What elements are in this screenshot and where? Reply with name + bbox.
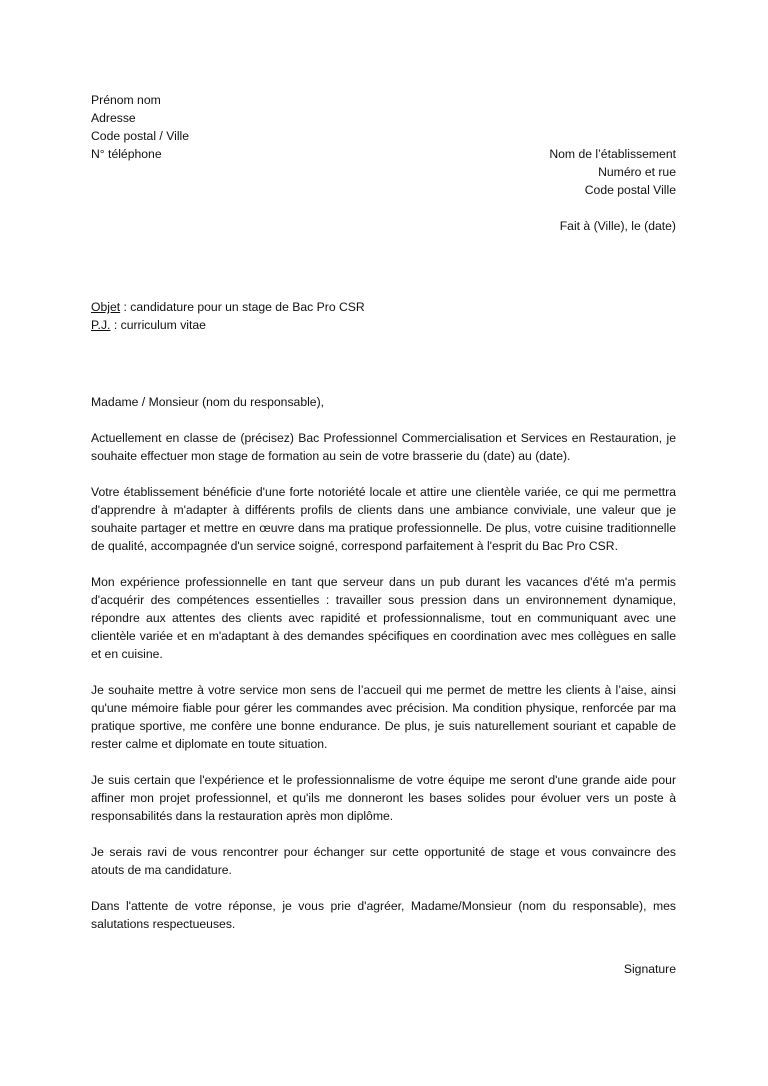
body-paragraph: Actuellement en classe de (précisez) Bac Professionnel Commercialisation et Services en Restauration, je souhaite effectuer mon stage de formation au sein de votre brasserie du (date) au (date).: [91, 431, 676, 463]
subject-block: [91, 298, 365, 334]
sender-name: Prénom nom: [91, 93, 161, 107]
body-paragraph: Mon expérience professionnelle en tant que serveur dans un pub durant les vacances d'été m'a permis d'acquérir des compétences essentielles : travailler sous pression dans un environnement dynamique, répondre aux attentes des clients avec rapidité et professionnalisme, tout en communiquant avec une clientèle variée et en m'adaptant à des demandes spécifiques en coordination avec mes collègues en salle et en cuisine.: [91, 575, 676, 661]
letter-body: [91, 393, 676, 951]
closing-paragraph: Dans l'attente de votre réponse, je vous prie d'agréer, Madame/Monsieur (nom du responsable), mes salutations respectueuses.: [91, 899, 676, 931]
subject-label: Objet: [91, 300, 121, 314]
sender-address: Adresse: [91, 111, 136, 125]
sender-phone: N° téléphone: [91, 147, 162, 161]
body-paragraph: Je suis certain que l'expérience et le professionnalisme de votre équipe me seront d'une grande aide pour affiner mon projet professionnel, et qu'ils me donneront les bases solides pour évoluer vers un poste à responsabilités dans la restauration après mon diplôme.: [91, 773, 676, 823]
body-paragraph: Votre établissement bénéficie d'une forte notoriété locale et attire une clientèle variée, ce qui me permettra d'apprendre à m'adapter à différents profils de clients dans une ambiance conviviale, une valeur que je souhaite partager et mettre en œuvre dans ma pratique professionnelle. De plus, votre cuisine traditionnelle de qualité, accompagnée d'un service soigné, correspond parfaitement à l'esprit du Bac Pro CSR.: [91, 485, 676, 553]
signature: Signature: [623, 962, 676, 976]
subject-line: [91, 298, 365, 316]
recipient-block: [549, 145, 676, 199]
body-paragraph: Je serais ravi de vous rencontrer pour échanger sur cette opportunité de stage et vous convaincre des atouts de ma candidature.: [91, 845, 676, 877]
attachment-label: P.J.: [91, 318, 111, 332]
attachment-text: : curriculum vitae: [110, 318, 206, 332]
recipient-street: Numéro et rue: [598, 165, 676, 179]
sender-block: [91, 91, 189, 163]
subject-text: : candidature pour un stage de Bac Pro CSR: [120, 300, 365, 314]
attachment-line: [91, 316, 365, 334]
recipient-establishment: Nom de l’établissement: [549, 147, 676, 161]
recipient-postal-city: Code postal Ville: [584, 183, 676, 197]
salutation: Madame / Monsieur (nom du responsable),: [91, 395, 325, 409]
body-paragraph: Je souhaite mettre à votre service mon sens de l’accueil qui me permet de mettre les clients à l’aise, ainsi qu'une mémoire fiable pour gérer les commandes avec précision. Ma condition physique, renforcée par ma pratique sportive, me confère une bonne endurance. De plus, je suis naturellement souriant et capable de rester calme et diplomate en toute situation.: [91, 683, 676, 751]
sender-postal-city: Code postal / Ville: [91, 129, 190, 143]
place-date: Fait à (Ville), le (date): [559, 219, 676, 233]
